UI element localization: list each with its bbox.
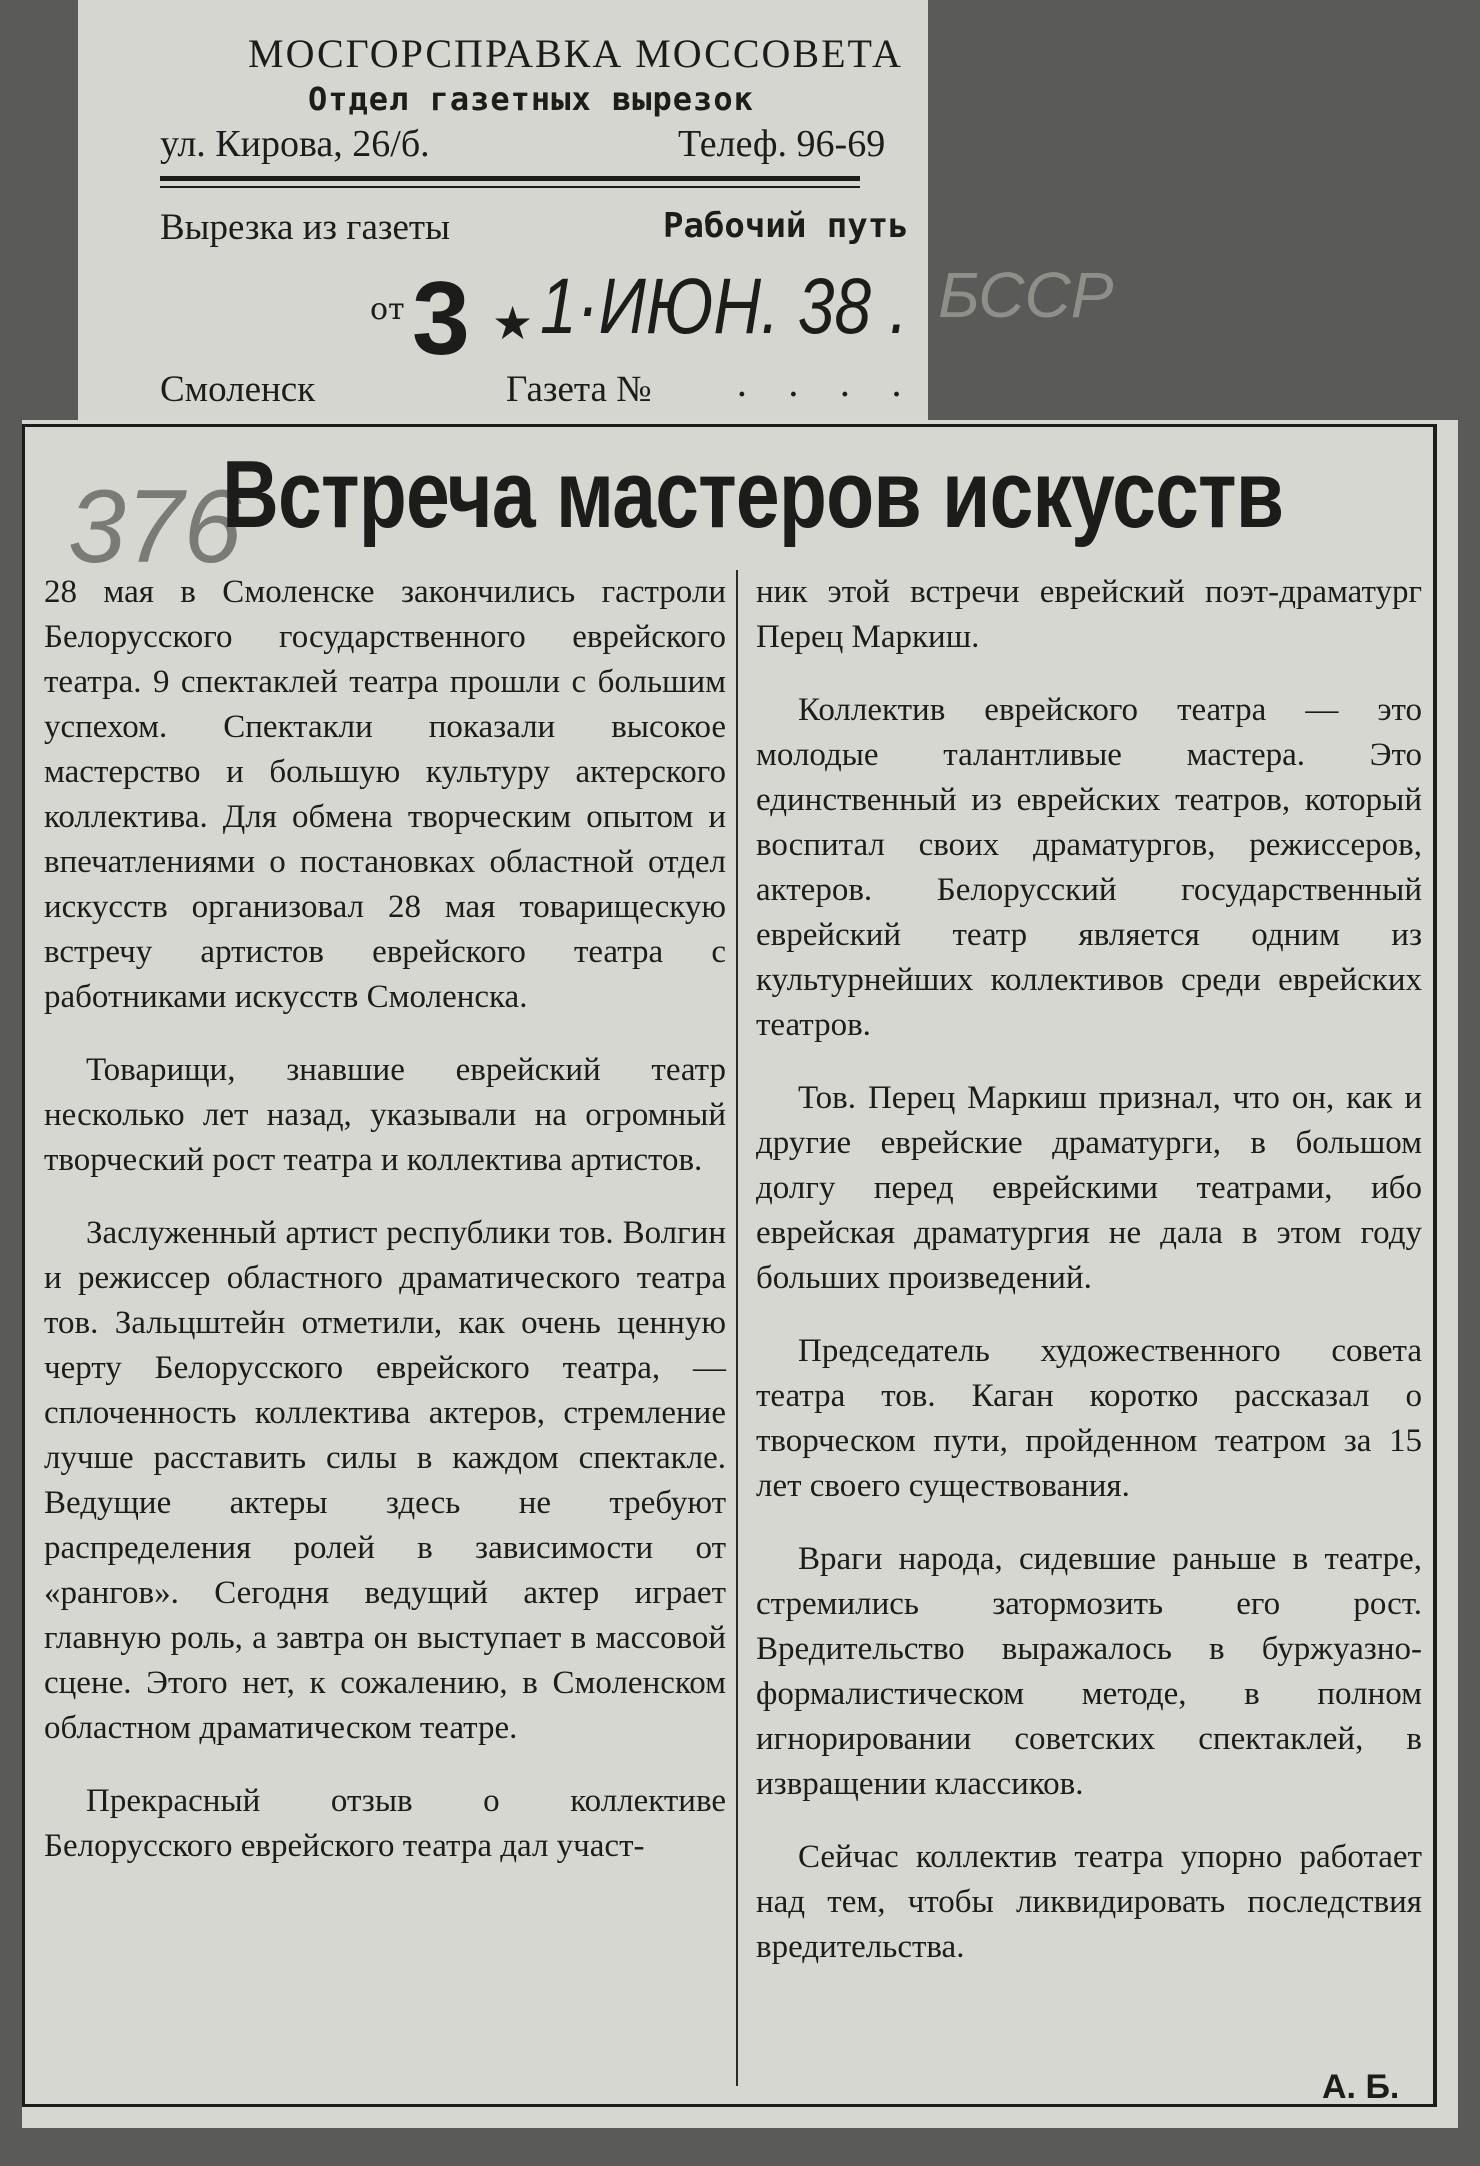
org-name: МОСГОРСПРАВКА МОССОВЕТА [248, 31, 903, 76]
header-rule-thin [160, 186, 860, 188]
frame-line [22, 424, 25, 2104]
department-name: Отдел газетных вырезок [308, 80, 754, 118]
article-headline: Встреча мастеров искусств [222, 441, 1284, 548]
paragraph: 28 мая в Смоленске закончились гастроли Белорусского государственного еврейского театра. 9 спектаклей театра прошли с большим успехом. Спектакли показали высокое мастерство и большую культуру актерского коллектива. Для обмена творческим опытом и впечатлениями о постановках областной отдел искусств организовал 28 мая товарищескую встречу артистов еврейского театра с работниками искусств Смоленска. [44, 574, 726, 1015]
handwritten-number: 376 [68, 469, 242, 585]
frame-line [22, 2104, 1437, 2107]
handwritten-note: БССР [938, 259, 1114, 331]
star-icon: ★ [492, 296, 534, 350]
frame-line [22, 424, 1434, 427]
address: ул. Кирова, 26/б. [160, 123, 430, 165]
paragraph: Председатель художественного совета театра тов. Каган коротко рассказал о творческом пути, пройденном театром за 15 лет своего существования. [756, 1333, 1422, 1504]
date-prefix: от [370, 292, 405, 327]
column-divider [736, 570, 738, 2086]
paragraph: Враги народа, сидевшие раньше в театре, стремились затормозить его рост. Вредительство выражалось в буржуазно-формалистическом методе, в полном игнорировании советских спектаклей, в извращении классиков. [756, 1541, 1422, 1802]
left-column [44, 570, 726, 1897]
right-column [756, 570, 1422, 1998]
gazette-number-label: Газета № [506, 369, 652, 410]
paragraph: Заслуженный артист республики тов. Волгин и режиссер областного драматического театра тов. Зальцштейн отметили, как очень ценную черту Белорусского еврейского театра, — сплоченность коллектива актеров, стремление лучше расставить силы в каждом спектакле. Ведущие актеры здесь не требуют распределения ролей в зависимости от «рангов». Сегодня ведущий актер играет главную роль, а завтра он выступает в массовой сцене. Этого нет, к сожалению, в Смоленском областном драматическом театре. [44, 1215, 726, 1746]
paragraph: ник этой встречи еврейский поэт-драматург Перец Маркиш. [756, 574, 1422, 655]
paragraph: Товарищи, знавшие еврейский театр несколько лет назад, указывали на огромный творческий рост театра и коллектива артистов. [44, 1052, 726, 1178]
stamp-date: 1·ИЮН. 38 . [540, 261, 908, 350]
paragraph: Прекрасный отзыв о коллективе Белорусского еврейского театра дал участ- [44, 1783, 726, 1864]
phone: Телеф. 96-69 [678, 123, 886, 165]
clipping-service-header [78, 0, 1114, 420]
author-signature: А. Б. [1322, 2068, 1400, 2106]
article-clipping [22, 420, 1458, 2128]
city: Смоленск [160, 369, 316, 410]
frame-line [1433, 424, 1437, 2104]
stamp-number: 3 [412, 261, 470, 377]
header-rule [160, 176, 860, 181]
clipping-from-label: Вырезка из газеты [160, 207, 450, 248]
gazette-number-blank: . . . . [736, 362, 917, 405]
newspaper-name: Рабочий путь [663, 206, 909, 246]
paragraph: Сейчас коллектив театра упорно работает над тем, чтобы ликвидировать последствия вредительства. [756, 1839, 1422, 1965]
paragraph: Коллектив еврейского театра — это молодые талантливые мастера. Это единственный из еврейских театров, который воспитал своих драматургов, режиссеров, актеров. Белорусский государственный еврейский театр является одним из культурнейших коллективов среди еврейских театров. [756, 692, 1422, 1043]
paragraph: Тов. Перец Маркиш признал, что он, как и другие еврейские драматурги, в большом долгу перед еврейскими театрами, ибо еврейская драматургия не дала в этом году больших произведений. [756, 1080, 1422, 1296]
